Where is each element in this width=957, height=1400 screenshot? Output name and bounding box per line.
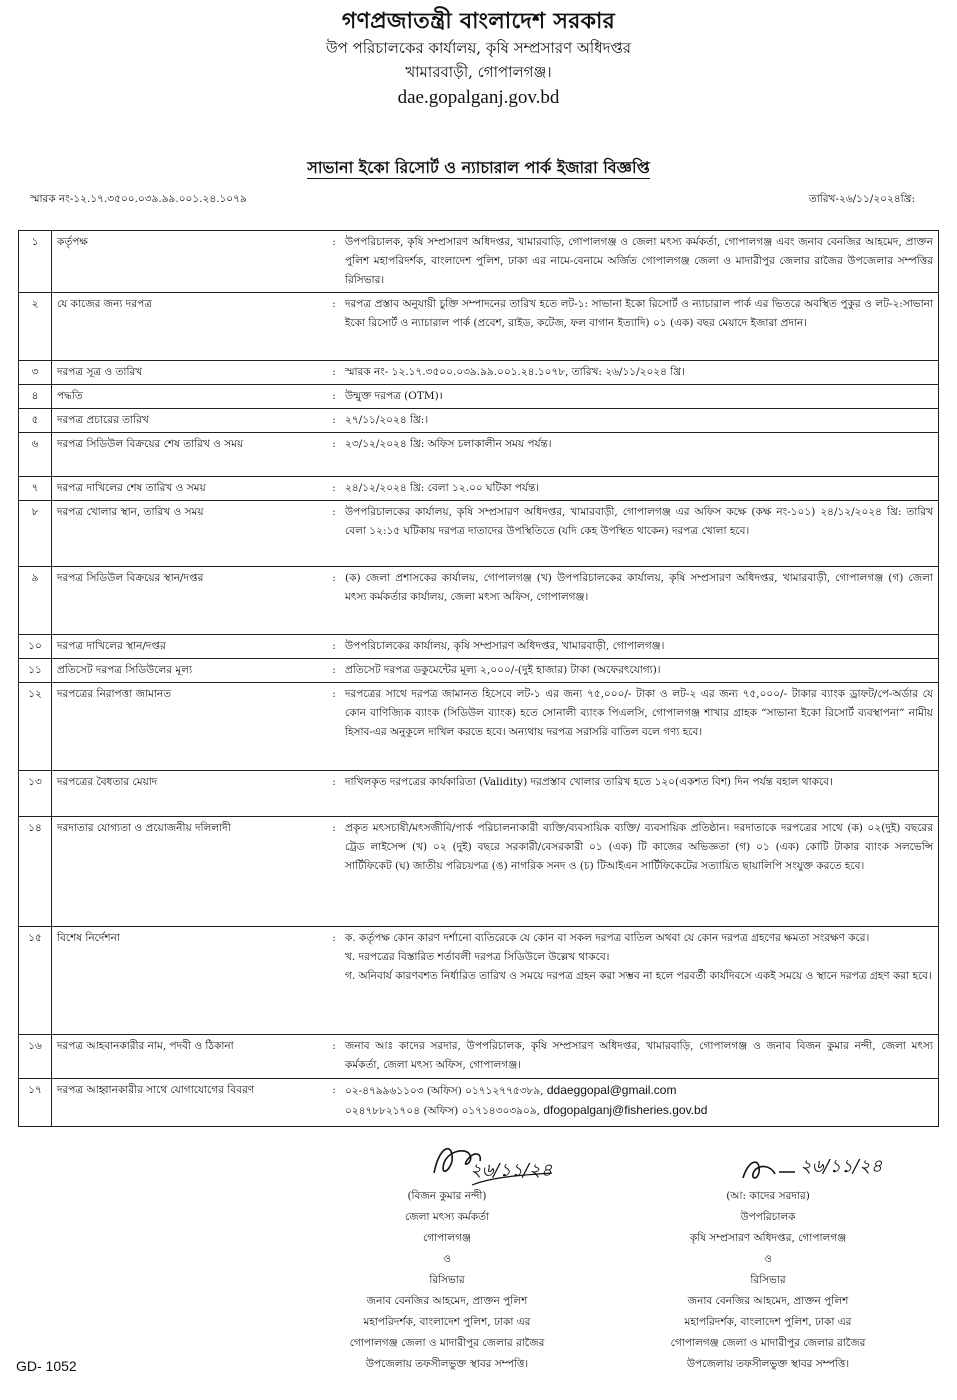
row-value: দাখিলকৃত দরপত্রের কার্যকারিতা (Validity) দরপ্রস্তাব খোলার তারিখ হতে ১২০(একশত বিশ) দিন পর্যন্ত বহাল থাকবে। [340, 771, 939, 817]
row-value: ২৭/১১/২০২৪ খ্রি:। [340, 409, 939, 433]
office-location: খামারবাড়ী, গোপালগঞ্জ। [405, 63, 552, 81]
colon: : [328, 927, 340, 1035]
signatory-desc: গোপালগঞ্জ জেলা ও মাদারীপুর জেলার রাজৈর [349, 1337, 545, 1349]
row-label: দরপত্র আহবানকারীর নাম, পদবী ও ঠিকানা [52, 1035, 329, 1079]
row-label: কর্তৃপক্ষ [52, 231, 329, 293]
letterhead [0, 6, 957, 112]
colon: : [328, 567, 340, 635]
row-label: দরপত্র দাখিলের স্থান/দপ্তর [52, 635, 329, 659]
table-row [19, 659, 939, 683]
row-label: দরপত্র দাখিলের শেষ তারিখ ও সময় [52, 477, 329, 501]
table-row [19, 1035, 939, 1079]
row-label: বিশেষ নির্দেশনা [52, 927, 329, 1035]
colon: : [328, 385, 340, 409]
row-value: (ক) জেলা প্রশাসকের কার্যালয়, গোপালগঞ্জ (খ) উপপরিচালকের কার্যালয়, কৃষি সম্প্রসারণ অধিদপ্তর, খামারবাড়ী, গোপালগঞ্জ (গ) জেলা মৎস্য কর্মকর্তার কার্যালয়, জেলা মৎস্য অফিস, গোপালগঞ্জ। [340, 567, 939, 635]
signatory-desc: মহাপরিদর্শক, বাংলাদেশ পুলিশ, ঢাকা এর [363, 1316, 531, 1328]
signatory-desc: জনাব বেনজির আহমেদ, প্রাক্তন পুলিশ [687, 1295, 849, 1307]
row-value: উপপরিচালক, কৃষি সম্প্রসারণ অধিদপ্তর, খামারবাড়ি, গোপালগঞ্জ ও জেলা মৎস্য কর্মকর্তা, গোপালগঞ্জ এবং জনাব বেনজির আহমেদ, প্রাক্তন পুলিশ মহাপরিদর্শক, বাংলাদেশ পুলিশ, ঢাকা এর নামে-বেনামে অর্জিত গোপালগঞ্জ জেলা ও মাদারীপুর জেলার রাজৈর উপজেলার সম্পত্তির রিসিভার। [340, 231, 939, 293]
row-label: দরপত্রের বৈধতার মেয়াদ [52, 771, 329, 817]
serial-no: ৯ [19, 567, 52, 635]
row-label: দরপত্র সিডিউল বিক্রয়ের স্থান/দপ্তর [52, 567, 329, 635]
contact-email: ddaeggopal@gmail.com [546, 1083, 677, 1097]
row-value: জনাব আঃ কাদের সরদার, উপপরিচালক, কৃষি সম্প্রসারণ অধিদপ্তর, খামারবাড়ি, গোপালগঞ্জ ও জনাব বিজন কুমার নন্দী, জেলা মৎস্য কর্মকর্তা, জেলা মৎস্য অফিস, গোপালগঞ্জ। [340, 1035, 939, 1079]
signatory-role: রিসিভার [750, 1274, 786, 1286]
colon: : [328, 231, 340, 293]
row-label: দরপত্র সূত্র ও তারিখ [52, 361, 329, 385]
row-value: উপপরিচালকের কার্যালয়, কৃষি সম্প্রসারণ অধিদপ্তর, খামারবাড়ী, গোপালগঞ্জ এর অফিস কক্ষে (কক্ষ নং-১০১) ২৪/১২/২০২৪ খ্রি: তারিখ বেলা ১২:১৫ ঘটিকায় দরপত্র দাতাদের উপস্থিতিতে (যদি কেহ উপস্থিত থাকেন) দরপত্র খোলা হবে। [340, 501, 939, 567]
right-signature-block [618, 1132, 918, 1375]
memo-number: স্মারক নং-১২.১৭.৩৫০০.০৩৯.৯৯.০০১.২৪.১০৭৯ [30, 193, 247, 205]
serial-no: ৮ [19, 501, 52, 567]
table-row [19, 433, 939, 477]
serial-no: ৫ [19, 409, 52, 433]
row-value [340, 1079, 939, 1127]
row-value: দরপত্র প্রস্তাব অনুযায়ী চুক্তি সম্পাদনের তারিখ হতে লট-১: সাভানা ইকো রিসোর্ট ও ন্যাচারাল পার্ক এর ভিতরে অবস্থিত পুকুর ও লট-২:সাভানা ইকো রিসোর্ট ও ন্যাচারাল পার্ক (প্রবেশ, রাইড, কটেজ, ফল বাগান ইত্যাদি) ০১ (এক) বছর মেয়াদে ইজারা প্রদান। [340, 293, 939, 361]
signatory-designation: জেলা মৎস্য কর্মকর্তা [404, 1211, 490, 1223]
table-row [19, 293, 939, 361]
table-row [19, 927, 939, 1035]
row-value: প্রতিসেট দরপত্র ডকুমেন্টের মূল্য ২,০০০/-(দুই হাজার) টাকা (অফেরৎযোগ্য)। [340, 659, 939, 683]
website: dae.gopalganj.gov.bd [397, 87, 560, 108]
signatory-desc: মহাপরিদর্শক, বাংলাদেশ পুলিশ, ঢাকা এর [684, 1316, 852, 1328]
serial-no: ১১ [19, 659, 52, 683]
right-signature-date-handwriting: ২৬/১১/২৪ [800, 1156, 883, 1177]
row-label: প্রতিসেট দরপত্র সিডিউলের মূল্য [52, 659, 329, 683]
signatory-role: রিসিভার [429, 1274, 465, 1286]
contact-line [345, 1101, 933, 1121]
colon: : [328, 1079, 340, 1127]
row-label: দরপত্র প্রচারের তারিখ [52, 409, 329, 433]
row-label: পদ্ধতি [52, 385, 329, 409]
row-value: দরপত্রের সাথে দরপত্র জামানত হিসেবে লট-১ এর জন্য ৭৫,০০০/- টাকা ও লট-২ এর জন্য ৭৫,০০০/- টাকার ব্যাংক ড্রাফট/পে-অর্ডার যে কোন বাণিজ্যিক ব্যাংক (সিডিউল ব্যাংক) হতে সোনালী ব্যাংক পিএলসি, গোপালগঞ্জ শাখার গ্রাহক “সাভানা ইকো রিসোর্ট ব্যবস্থাপনা” নামীয় হিসাব-এর অনুকূলে দাখিল করতে হবে। অন্যথায় দরপত্র সরাসরি বাতিল বলে গণ্য হবে। [340, 683, 939, 771]
colon: : [328, 361, 340, 385]
signatory-designation: উপপরিচালক [740, 1211, 796, 1223]
row-label: দরপত্রের নিরাপত্তা জামানত [52, 683, 329, 771]
row-label: দরপত্র আহ্বানকারীর সাথে যোগাযোগের বিবরণ [52, 1079, 329, 1127]
row-value [340, 927, 939, 1035]
serial-no: ১২ [19, 683, 52, 771]
serial-no: ১৬ [19, 1035, 52, 1079]
colon: : [328, 659, 340, 683]
table-row [19, 567, 939, 635]
row-value: উন্মুক্ত দরপত্র (OTM)। [340, 385, 939, 409]
office-name: উপ পরিচালকের কার্যালয়, কৃষি সম্প্রসারণ অধিদপ্তর [325, 39, 632, 57]
signatory-desc: উপজেলায় তফসীলভুক্ত স্থাবর সম্পত্তি। [365, 1358, 529, 1370]
serial-no: ৬ [19, 433, 52, 477]
table-row [19, 477, 939, 501]
signatory-desc: জনাব বেনজির আহমেদ, প্রাক্তন পুলিশ [366, 1295, 528, 1307]
colon: : [328, 293, 340, 361]
row-value: প্রকৃত মৎসচাষী/মৎসজীবি/পার্ক পরিচালনাকারী ব্যক্তি/ব্যবসায়িক ব্যক্তি/ ব্যবসায়িক প্রতিষ্ঠান। দরদাতাকে দরপত্রের সাথে (ক) ০২(দুই) বছরের ট্রেড লাইসেন্স (খ) ০২ (দুই) বছরে সরকারী/বেসরকারী ০১ (এক) টি কাজের অভিজ্ঞতা (গ) ০১ (এক) কোটি টাকার ব্যাংক সলভেন্সি সার্টিফিকেট (ঘ) জাতীয় পরিচয়পত্র (ঙ) নাগরিক সনদ ও (চ) টিআইএন সার্টিফিকেটের সত্যায়িত ছায়ালিপি সংযুক্ত করতে হবে। [340, 817, 939, 927]
table-row [19, 771, 939, 817]
notice-table [18, 230, 939, 1127]
serial-no: ১৫ [19, 927, 52, 1035]
table-row [19, 361, 939, 385]
table-row [19, 231, 939, 293]
colon: : [328, 477, 340, 501]
signatory-name: (আ: কাদের সরদার) [726, 1190, 810, 1202]
table-row [19, 817, 939, 927]
footer-code: GD- 1052 [16, 1358, 77, 1374]
row-label: দরপত্র সিডিউল বিক্রয়ের শেষ তারিখ ও সময় [52, 433, 329, 477]
government-name: গণপ্রজাতন্ত্রী বাংলাদেশ সরকার [341, 8, 616, 34]
row-label: যে কাজের জন্য দরপত্র [52, 293, 329, 361]
row-value: স্মারক নং- ১২.১৭.৩৫০০.০৩৯.৯৯.০০১.২৪.১০৭৮, তারিখ: ২৬/১১/২০২৪ খ্রি। [340, 361, 939, 385]
row-value: ২৩/১২/২০২৪ খ্রি: অফিস চলাকালীন সময় পর্যন্ত। [340, 433, 939, 477]
signatory-desc: উপজেলায় তফসীলভুক্ত স্থাবর সম্পত্তি। [686, 1358, 850, 1370]
left-signature-date-handwriting: ২৬/১১/২৪ [470, 1160, 553, 1181]
signatory-name: (বিজন কুমার নন্দী) [407, 1190, 487, 1202]
contact-line [345, 1081, 933, 1101]
serial-no: ২ [19, 293, 52, 361]
colon: : [328, 635, 340, 659]
contact-phone: ০২-৪৭৯৯৬১১০৩ (অফিস) ০১৭১২৭৭৫৩৮৯, [345, 1085, 544, 1097]
contact-email: dfogopalganj@fisheries.gov.bd [543, 1103, 708, 1117]
signatory-desc: গোপালগঞ্জ জেলা ও মাদারীপুর জেলার রাজৈর [670, 1337, 866, 1349]
signatory-and: ও [764, 1253, 772, 1265]
serial-no: ১৪ [19, 817, 52, 927]
colon: : [328, 433, 340, 477]
colon: : [328, 771, 340, 817]
contact-phone: ০২৪৭৮৮২১৭০৪ (অফিস) ০১৭১৪৩০৩৯০৯, [345, 1105, 540, 1117]
table-row [19, 635, 939, 659]
colon: : [328, 817, 340, 927]
serial-no: ১৩ [19, 771, 52, 817]
serial-no: ১০ [19, 635, 52, 659]
notice-date: তারিখ-২৬/১১/২০২৪খ্রি: [808, 193, 915, 205]
row-value: উপপরিচালকের কার্যালয়, কৃষি সম্প্রসারণ অধিদপ্তর, খামারবাড়ী, গোপালগঞ্জ। [340, 635, 939, 659]
notice-title [0, 155, 957, 182]
row-label: দরদাতার যোগ্যতা ও প্রয়োজনীয় দলিলাদী [52, 817, 329, 927]
serial-no: ৭ [19, 477, 52, 501]
left-signature-block [297, 1132, 597, 1375]
colon: : [328, 1035, 340, 1079]
serial-no: ১ [19, 231, 52, 293]
notice-title-text: সাভানা ইকো রিসোর্ট ও ন্যাচারাল পার্ক ইজারা বিজ্ঞপ্তি [307, 158, 650, 177]
signatory-place: গোপালগঞ্জ [422, 1232, 472, 1244]
colon: : [328, 501, 340, 567]
signatory-and: ও [443, 1253, 451, 1265]
colon: : [328, 409, 340, 433]
table-row [19, 683, 939, 771]
table-row [19, 501, 939, 567]
signatory-place: কৃষি সম্প্রসারণ অধিদপ্তর, গোপালগঞ্জ [689, 1232, 847, 1244]
serial-no: ৪ [19, 385, 52, 409]
table-row [19, 409, 939, 433]
row-label: দরপত্র খোলার স্থান, তারিখ ও সময় [52, 501, 329, 567]
table-row [19, 385, 939, 409]
serial-no: ৩ [19, 361, 52, 385]
row-value: ২৪/১২/২০২৪ খ্রি: বেলা ১২.০০ ঘটিকা পর্যন্ত। [340, 477, 939, 501]
colon: : [328, 683, 340, 771]
instruction-item: গ. অনিবার্য কারণবশত নির্ধারিত তারিখ ও সময়ে দরপত্র গ্রহন করা সম্ভব না হলে পরবর্তী কার্যদিবসে একই সময়ে ও স্থানে দরপত্র গ্রহণ করা হবে। [345, 970, 932, 982]
table-row [19, 1079, 939, 1127]
instruction-item: খ. দরপত্রের বিস্তারিত শর্তাবলী দরপত্র সিডিউলে উল্লেখ থাকবে। [345, 951, 610, 963]
instruction-item: ক. কর্তৃপক্ষ কোন কারণ দর্শানো ব্যতিরেকে যে কোন বা সকল দরপত্র বাতিল অথবা যে কোন দরপত্র গ্রহণের ক্ষমতা সংরক্ষণ করে। [345, 932, 870, 944]
serial-no: ১৭ [19, 1079, 52, 1127]
